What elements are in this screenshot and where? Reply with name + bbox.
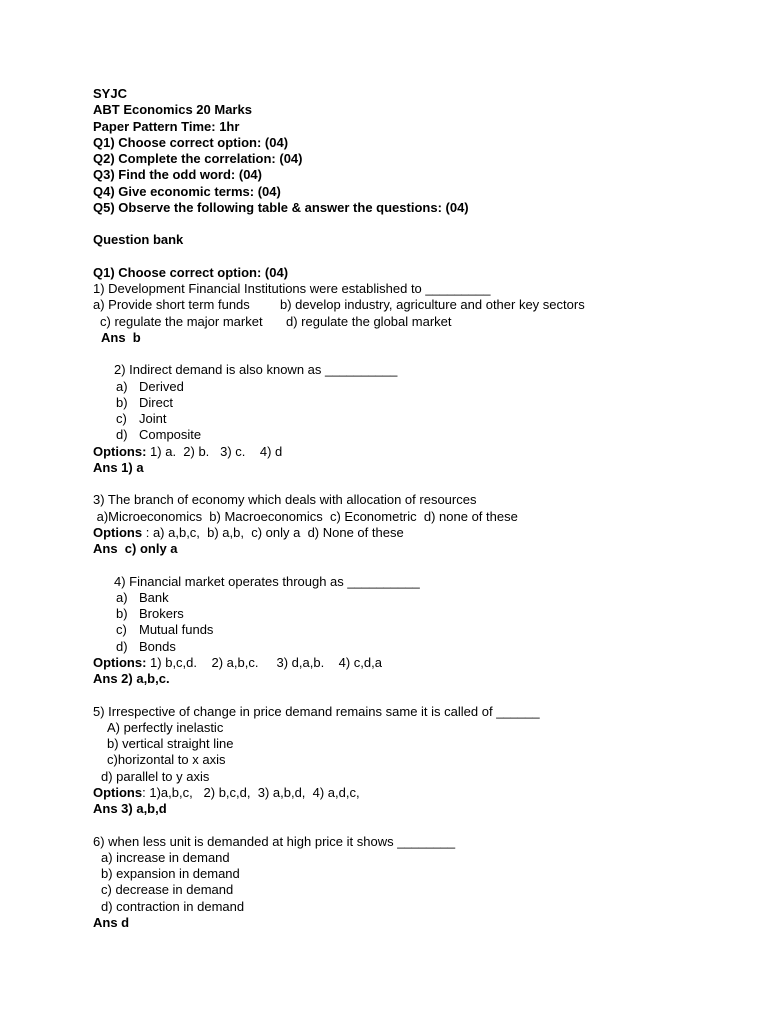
- options-label: Options:: [93, 654, 147, 670]
- pattern-item: Q2) Complete the correlation: (04): [93, 151, 303, 166]
- list-item: [93, 590, 733, 606]
- document-page: [93, 86, 733, 931]
- school-name: SYJC: [93, 86, 127, 101]
- pattern-item: Q3) Find the odd word: (04): [93, 167, 262, 183]
- list-item: [93, 639, 733, 655]
- list-marker: d): [116, 638, 128, 654]
- list-item-text: Bank: [139, 589, 169, 605]
- list-item: d) contraction in demand: [101, 898, 245, 914]
- list-item-text: Direct: [139, 394, 173, 410]
- question-text: 1) Development Financial Institutions were established to _________: [93, 281, 491, 296]
- options-text: 1) a. 2) b. 3) c. 4) d: [146, 443, 283, 459]
- question-bank-title: Question bank: [93, 232, 184, 248]
- answer-text: Ans d: [93, 914, 130, 930]
- list-item: c)horizontal to x axis: [107, 752, 226, 768]
- question-text: 5) Irrespective of change in price demand remains same it is called of ______: [93, 703, 540, 719]
- answer-text: Ans b: [101, 329, 141, 345]
- list-item: [93, 622, 733, 638]
- options-label: Options:: [93, 443, 147, 459]
- options-line: [93, 655, 733, 671]
- pattern-item: Q5) Observe the following table & answer the questions: (04): [93, 199, 469, 215]
- choice-row: a)Microeconomics b) Macroeconomics c) Econometric d) none of these: [93, 508, 518, 524]
- pattern-item: Q4) Give economic terms: (04): [93, 183, 281, 199]
- question-text: 2) Indirect demand is also known as __________: [114, 362, 398, 378]
- list-marker: b): [116, 394, 128, 410]
- list-item: [93, 411, 733, 427]
- list-item-text: Joint: [139, 411, 167, 426]
- answer-text: Ans c) only a: [93, 541, 178, 556]
- list-marker: c): [116, 622, 127, 638]
- list-item: c) decrease in demand: [101, 882, 234, 898]
- options-line: [93, 444, 733, 460]
- section-title: Q1) Choose correct option: (04): [93, 264, 289, 280]
- question-text: 6) when less unit is demanded at high price it shows ________: [93, 833, 456, 849]
- list-item: b) expansion in demand: [101, 866, 240, 881]
- list-item: [93, 606, 733, 622]
- list-item: [93, 379, 733, 395]
- options-line: [93, 785, 733, 801]
- pattern-item: Q1) Choose correct option: (04): [93, 134, 289, 150]
- options-line: [93, 525, 733, 541]
- question-text: 4) Financial market operates through as __________: [114, 573, 420, 589]
- list-marker: d): [116, 427, 128, 443]
- options-text: 1) b,c,d. 2) a,b,c. 3) d,a,b. 4) c,d,a: [146, 654, 382, 670]
- list-item: a) increase in demand: [101, 849, 230, 865]
- list-item: [93, 395, 733, 411]
- choice: d) regulate the global market: [286, 313, 452, 329]
- list-marker: c): [116, 411, 127, 426]
- choice-row: [93, 297, 733, 313]
- choice: a) Provide short term funds: [93, 297, 250, 313]
- choice: c) regulate the major market: [100, 313, 263, 329]
- list-item-text: Composite: [139, 427, 202, 443]
- answer-text: Ans 3) a,b,d: [93, 801, 167, 816]
- list-marker: a): [116, 378, 128, 394]
- list-item-text: Mutual funds: [139, 622, 214, 638]
- paper-pattern: Paper Pattern Time: 1hr: [93, 118, 240, 134]
- subject-title: ABT Economics 20 Marks: [93, 102, 252, 118]
- choice: b) develop industry, agriculture and other key sectors: [280, 297, 585, 313]
- question-text: 3) The branch of economy which deals with allocation of resources: [93, 492, 477, 508]
- list-item-text: Bonds: [139, 638, 176, 654]
- answer-text: Ans 2) a,b,c.: [93, 671, 170, 686]
- list-item-text: Brokers: [139, 606, 184, 621]
- options-text: : 1)a,b,c, 2) b,c,d, 3) a,b,d, 4) a,d,c,: [142, 784, 360, 800]
- list-item: A) perfectly inelastic: [107, 719, 224, 735]
- list-item-text: Derived: [139, 378, 184, 394]
- list-item: [93, 427, 733, 443]
- list-item: b) vertical straight line: [107, 736, 234, 751]
- list-item: d) parallel to y axis: [101, 768, 210, 784]
- options-label: Options: [93, 784, 143, 800]
- choice-row: [93, 314, 733, 330]
- list-marker: a): [116, 589, 128, 605]
- options-text: : a) a,b,c, b) a,b, c) only a d) None of these: [142, 524, 404, 540]
- list-marker: b): [116, 606, 128, 621]
- answer-text: Ans 1) a: [93, 459, 144, 475]
- options-label: Options: [93, 524, 143, 540]
